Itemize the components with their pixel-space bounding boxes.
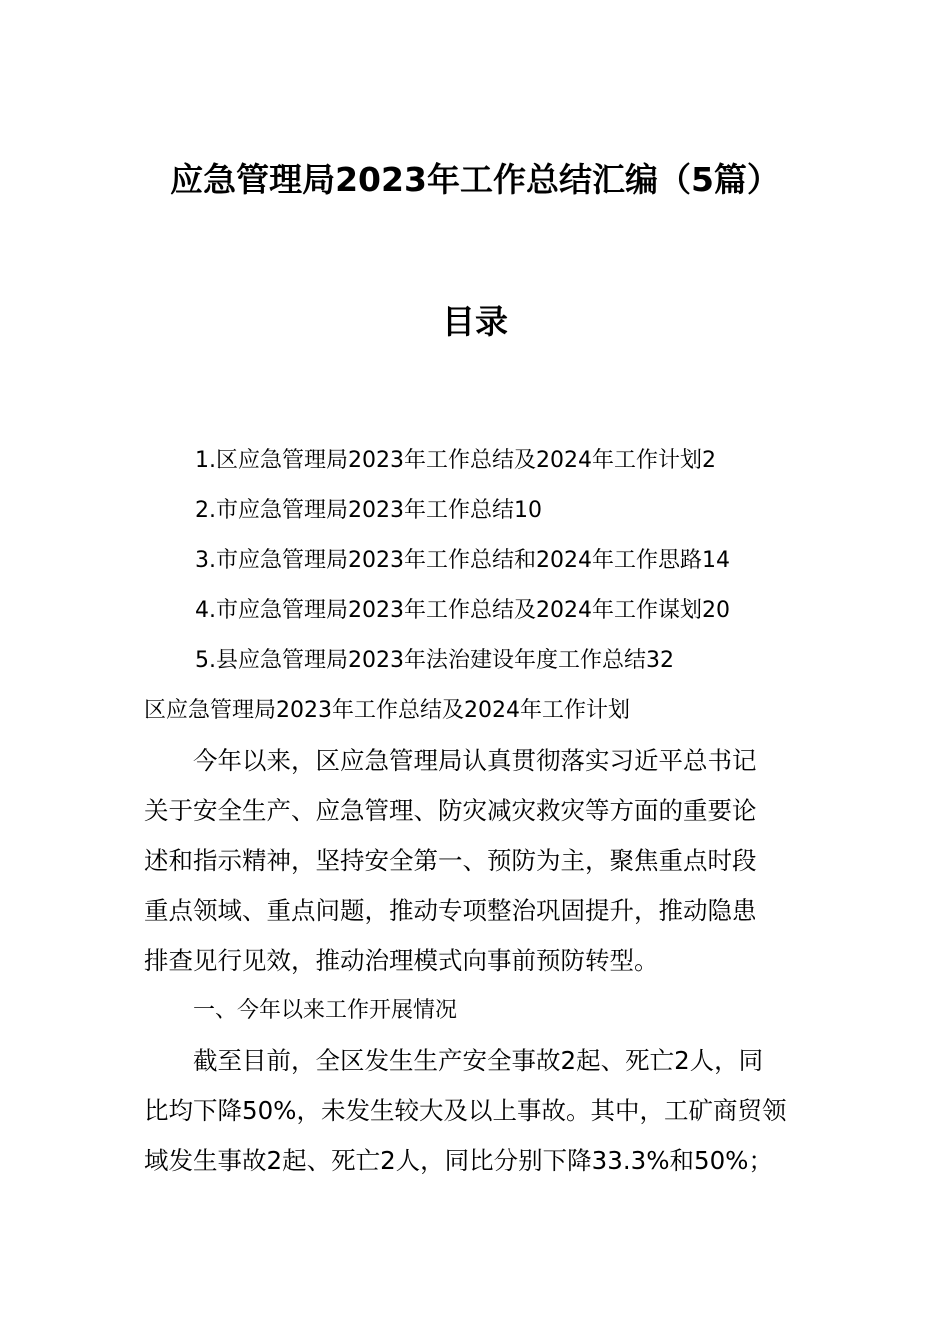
document-title: 应急管理局2023年工作总结汇编（5篇） [170, 160, 780, 199]
section-heading: 一、今年以来工作开展情况 [193, 998, 458, 1023]
toc-item-4[interactable]: 4.市应急管理局2023年工作总结及2024年工作谋划20 [195, 598, 730, 623]
paragraph-line: 截至目前，全区发生生产安全事故2起、死亡2人，同 [193, 1046, 764, 1075]
toc-item-3[interactable]: 3.市应急管理局2023年工作总结和2024年工作思路14 [195, 548, 730, 573]
toc-item-5[interactable]: 5.县应急管理局2023年法治建设年度工作总结32 [195, 648, 674, 673]
toc-heading: 目录 [442, 302, 508, 341]
table-of-contents [195, 436, 835, 686]
paragraph-line: 比均下降50%，未发生较大及以上事故。其中，工矿商贸领 [144, 1096, 787, 1125]
paragraph-line: 述和指示精神，坚持安全第一、预防为主，聚焦重点时段 [144, 846, 757, 875]
toc-item-1[interactable]: 1.区应急管理局2023年工作总结及2024年工作计划2 [195, 448, 716, 473]
paragraph-line: 今年以来，区应急管理局认真贯彻落实习近平总书记 [193, 746, 757, 775]
paragraph-line: 重点领域、重点问题，推动专项整治巩固提升，推动隐患 [144, 896, 757, 925]
toc-item-2[interactable]: 2.市应急管理局2023年工作总结10 [195, 498, 542, 523]
paragraph-line: 关于安全生产、应急管理、防灾减灾救灾等方面的重要论 [144, 796, 757, 825]
section-title: 区应急管理局2023年工作总结及2024年工作计划 [144, 698, 630, 723]
document-body [144, 686, 806, 1186]
paragraph-line: 域发生事故2起、死亡2人，同比分别下降33.3%和50%； [144, 1146, 773, 1175]
paragraph-line: 排查见行见效，推动治理模式向事前预防转型。 [144, 946, 659, 975]
